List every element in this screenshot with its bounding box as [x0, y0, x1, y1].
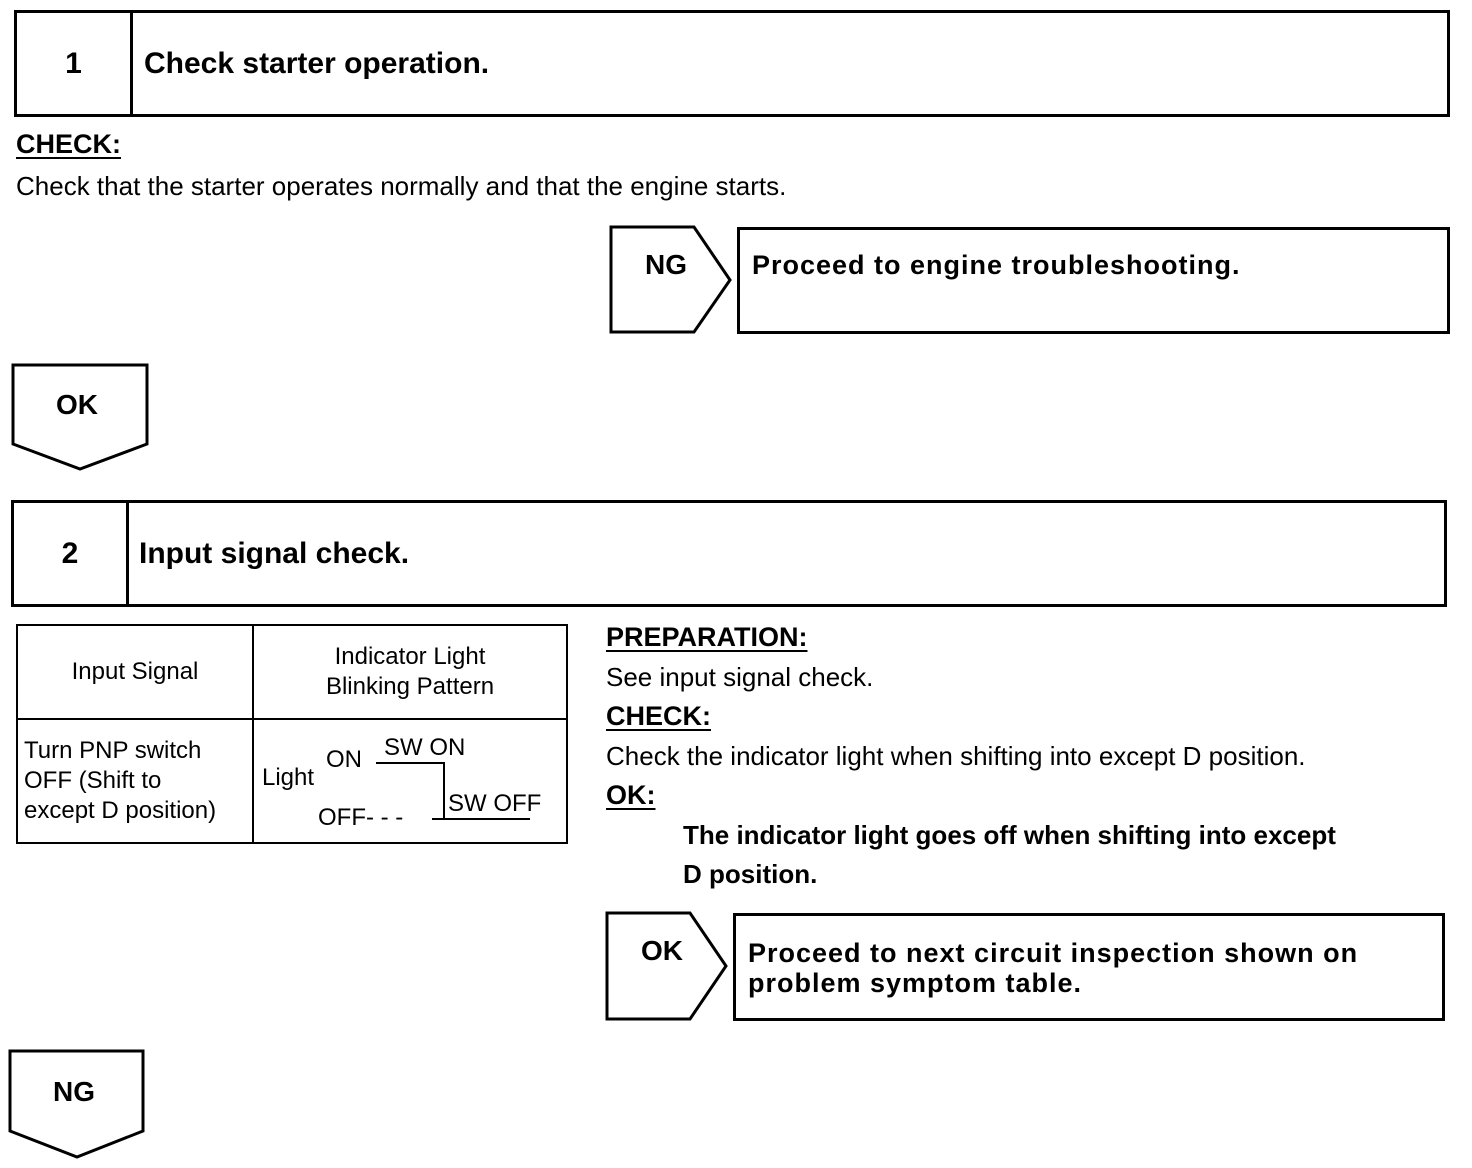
- pattern-on-label: ON: [326, 746, 362, 773]
- header-input-signal-text: Input Signal: [71, 658, 199, 685]
- pattern-off-label: OFF- - -: [318, 804, 404, 831]
- header-pattern-line1: Indicator Light: [334, 643, 486, 670]
- step1-ok-arrow: [10, 362, 152, 474]
- step2-title: Input signal check.: [139, 536, 410, 570]
- step2-preparation-heading: PREPARATION:: [606, 622, 808, 652]
- step2-ok-arrow: [604, 910, 732, 1023]
- row-signal-line2: OFF (Shift to: [24, 767, 162, 794]
- step2-ok-label: OK: [641, 935, 683, 966]
- row-input-signal: [17, 719, 253, 843]
- row-signal-line1: Turn PNP switch: [24, 737, 202, 764]
- header-blinking-pattern: [253, 625, 567, 719]
- step2-ok-result: [733, 913, 1445, 1021]
- step2-ok-heading: OK:: [606, 780, 656, 810]
- row-blinking-pattern: [253, 719, 567, 843]
- step1-ng-result: Proceed to engine troubleshooting.: [737, 227, 1450, 334]
- step1-check-text: Check that the starter operates normally and that the engine starts.: [16, 171, 787, 201]
- step1-ng-label: NG: [645, 249, 687, 280]
- pattern-sw-off-label: SW OFF: [448, 790, 542, 817]
- input-signal-table: [16, 624, 568, 844]
- step2-check-text: Check the indicator light when shifting into except D position.: [606, 741, 1306, 771]
- step2-header: [11, 500, 1447, 607]
- pattern-sw-on-label: SW ON: [384, 734, 466, 761]
- step2-number: 2: [14, 503, 129, 604]
- pattern-light-label: Light: [262, 764, 315, 791]
- step1-check-heading: CHECK:: [16, 129, 121, 159]
- step1-ng-arrow: [608, 224, 736, 336]
- step2-ok-result-line1: Proceed to next circuit inspection shown on: [748, 938, 1359, 968]
- step2-ng-arrow: [7, 1048, 149, 1162]
- step2-ok-text-line1: The indicator light goes off when shifting into except: [683, 820, 1336, 850]
- row-signal-line3: except D position): [24, 797, 217, 824]
- step1-number: 1: [17, 13, 133, 114]
- step2-ok-result-line2: problem symptom table.: [748, 968, 1083, 998]
- step2-ng-label: NG: [53, 1076, 95, 1107]
- header-pattern-line2: Blinking Pattern: [325, 673, 495, 700]
- blinking-pattern-diagram: [254, 721, 566, 841]
- step2-ok-text-line2: D position.: [683, 859, 818, 889]
- step1-ok-label: OK: [56, 389, 98, 420]
- step1-title: Check starter operation.: [144, 46, 490, 80]
- header-input-signal: [17, 625, 253, 719]
- step1-header: [14, 10, 1450, 117]
- step2-preparation-text: See input signal check.: [606, 662, 874, 692]
- step2-check-heading: CHECK:: [606, 701, 711, 731]
